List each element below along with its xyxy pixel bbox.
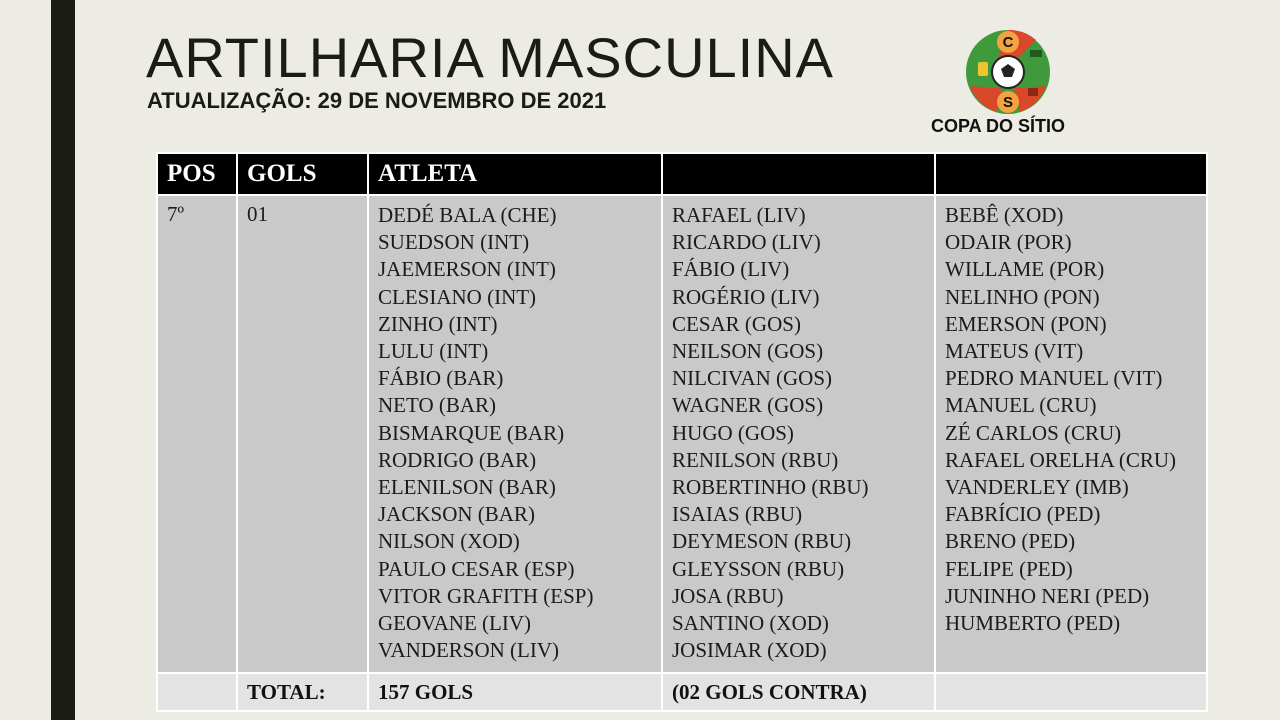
athlete-name: DEYMESON (RBU) <box>672 529 852 554</box>
athlete-name: GLEYSSON (RBU) <box>672 556 845 581</box>
athlete-name: HUGO (GOS) <box>672 420 794 445</box>
athlete-name: DEDÉ BALA (CHE) <box>378 203 557 227</box>
athlete-name: BRENO (PED) <box>945 529 1076 554</box>
athlete-name: ZINHO (INT) <box>378 311 498 336</box>
athlete-name: PAULO CESAR (ESP) <box>378 556 575 581</box>
logo-text: COPA DO SÍTIO <box>930 116 1065 136</box>
athlete-name: WILLAME (POR) <box>945 257 1105 282</box>
athlete-name: FABRÍCIO (PED) <box>945 502 1101 527</box>
athlete-name: RENILSON (RBU) <box>672 447 839 472</box>
total-row <box>157 673 1207 711</box>
athlete-name: CLESIANO (INT) <box>378 284 537 309</box>
total-label: TOTAL: <box>237 673 368 711</box>
table-header-row <box>157 153 1207 195</box>
athlete-name: CESAR (GOS) <box>672 311 801 336</box>
copa-do-sitio-logo <box>928 28 1068 138</box>
logo-letter-s: S <box>1002 94 1014 111</box>
athlete-name: VANDERLEY (IMB) <box>945 475 1129 500</box>
athlete-name: ISAIAS (RBU) <box>672 502 803 527</box>
athlete-name: JACKSON (BAR) <box>378 502 535 527</box>
athlete-name: FÁBIO (BAR) <box>378 366 504 391</box>
athlete-name: ZÉ CARLOS (CRU) <box>945 420 1122 445</box>
athlete-name: WAGNER (GOS) <box>672 393 824 418</box>
position-cell: 7º <box>157 195 237 673</box>
athlete-name: FÁBIO (LIV) <box>672 257 790 282</box>
athlete-name: SUEDSON (INT) <box>378 230 530 255</box>
athlete-name: RAFAEL ORELHA (CRU) <box>945 447 1176 472</box>
athlete-name: ODAIR (POR) <box>945 230 1072 255</box>
athlete-name: NELINHO (PON) <box>945 284 1100 309</box>
athlete-name: MANUEL (CRU) <box>945 393 1097 418</box>
athlete-name: JOSA (RBU) <box>672 583 784 608</box>
header-atleta: ATLETA <box>368 153 662 195</box>
soccer-ball-logo-icon <box>966 28 1050 116</box>
athletes-column-3 <box>935 195 1207 673</box>
total-goals: 157 GOLS <box>368 673 662 711</box>
scorers-table <box>156 152 1208 712</box>
athlete-name: GEOVANE (LIV) <box>378 611 531 636</box>
header-blank-2 <box>935 153 1207 195</box>
header-pos: POS <box>157 153 237 195</box>
athlete-name: JAEMERSON (INT) <box>378 257 556 282</box>
total-empty-cell <box>157 673 237 711</box>
athlete-name: BEBÊ (XOD) <box>945 203 1064 227</box>
table-row <box>157 195 1207 673</box>
page-title: ARTILHARIA MASCULINA <box>146 26 835 89</box>
update-date-subtitle: ATUALIZAÇÃO: 29 DE NOVEMBRO DE 2021 <box>147 88 607 113</box>
athlete-name: RODRIGO (BAR) <box>378 447 537 472</box>
header-gols: GOLS <box>237 153 368 195</box>
goals-cell: 01 <box>237 195 368 673</box>
athlete-name: LULU (INT) <box>378 339 489 364</box>
athlete-name: SANTINO (XOD) <box>672 611 829 636</box>
athlete-name: JUNINHO NERI (PED) <box>945 583 1150 608</box>
athlete-name: EMERSON (PON) <box>945 311 1107 336</box>
athletes-column-1 <box>368 195 662 673</box>
athlete-name: BISMARQUE (BAR) <box>378 420 565 445</box>
athlete-name: ELENILSON (BAR) <box>378 475 556 500</box>
athlete-name: VANDERSON (LIV) <box>378 638 560 663</box>
athlete-name: JOSIMAR (XOD) <box>672 638 827 663</box>
side-accent-bar <box>51 0 75 720</box>
athlete-name: RAFAEL (LIV) <box>672 203 806 227</box>
total-blank-cell <box>935 673 1207 711</box>
athlete-name: NETO (BAR) <box>378 393 497 418</box>
athlete-name: VITOR GRAFITH (ESP) <box>378 583 594 608</box>
athlete-name: NILSON (XOD) <box>378 529 520 554</box>
athlete-name: MATEUS (VIT) <box>945 339 1084 364</box>
athlete-name: HUMBERTO (PED) <box>945 611 1121 636</box>
header-blank-1 <box>662 153 935 195</box>
athlete-name: RICARDO (LIV) <box>672 230 821 255</box>
athletes-column-2 <box>662 195 935 673</box>
athlete-name: ROGÉRIO (LIV) <box>672 284 820 309</box>
own-goals: (02 GOLS CONTRA) <box>662 673 935 711</box>
athlete-name: NILCIVAN (GOS) <box>672 366 833 391</box>
athlete-name: PEDRO MANUEL (VIT) <box>945 366 1163 391</box>
athlete-name: ROBERTINHO (RBU) <box>672 475 869 500</box>
logo-letter-c: C <box>1002 34 1014 51</box>
athlete-name: NEILSON (GOS) <box>672 339 824 364</box>
athlete-name: FELIPE (PED) <box>945 556 1073 581</box>
